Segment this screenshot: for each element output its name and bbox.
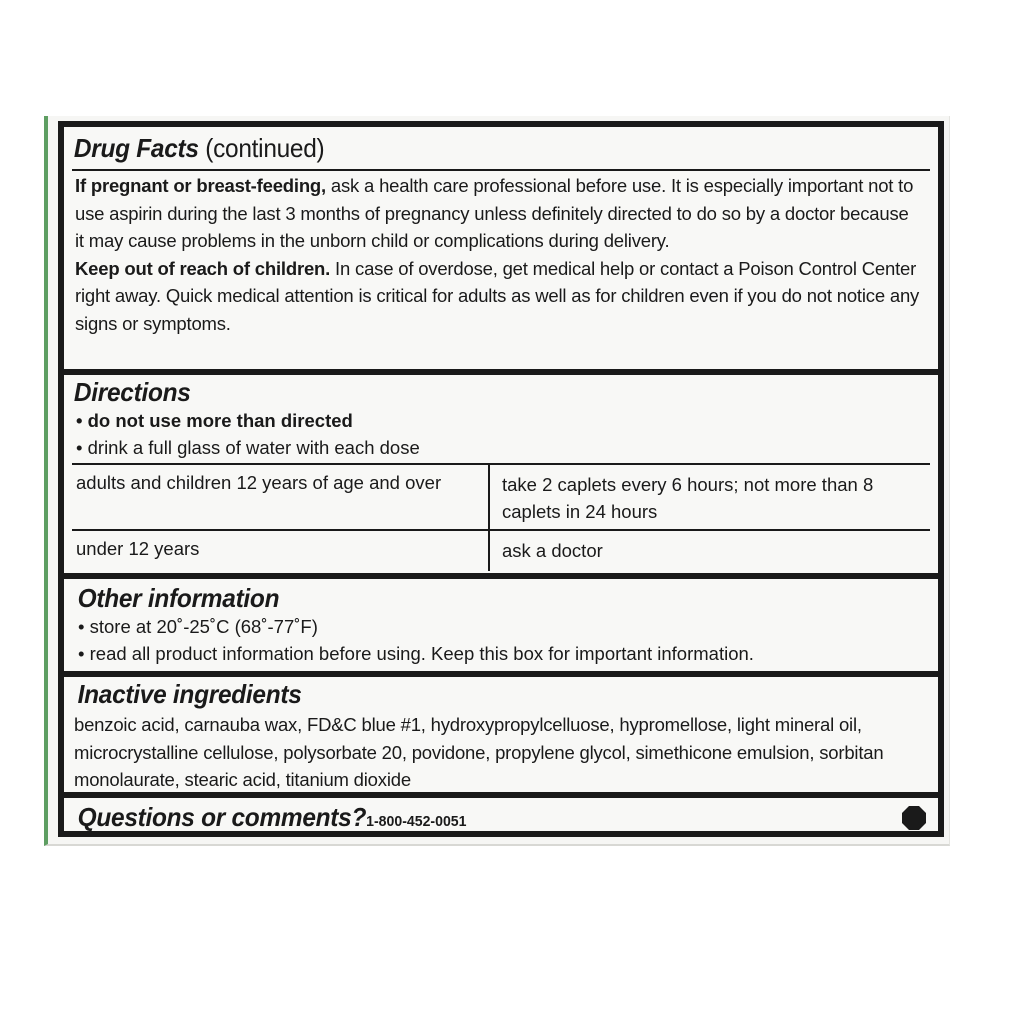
questions-phone: 1-800-452-0051: [366, 813, 467, 830]
keep-out-warning: [72, 255, 930, 338]
pregnant-label: If pregnant or breast-feeding,: [75, 175, 326, 196]
directions-bullet-2: • drink a full glass of water with each dose: [76, 437, 420, 458]
inactive-ingredients-section: [72, 679, 930, 794]
directions-bullet-1: • do not use more than directed: [76, 410, 353, 431]
drug-facts-title-suffix: (continued): [205, 133, 325, 163]
inactive-ingredients-text: benzoic acid, carnauba wax, FD&C blue #1, hydroxypropylcelluose, hypromellose, light mineral oil, microcrystalline cellulose, polysorbate 20, povidone, propylene glycol, simethicone emulsion, sorbitan monolaurate, stearic acid, titanium dioxide: [74, 714, 884, 790]
directions-title: Directions: [73, 377, 191, 407]
pregnant-warning: [72, 171, 930, 255]
drug-facts-heading: [72, 133, 879, 163]
table-cell-dose: take 2 caplets every 6 hours; not more than 8 caplets in 24 hours: [502, 474, 874, 522]
directions-table: [72, 463, 930, 571]
other-information-bullet-2: • read all product information before using. Keep this box for important information.: [78, 643, 754, 664]
drug-facts-title: Drug Facts: [73, 133, 199, 163]
keep-out-label: Keep out of reach of children.: [75, 257, 331, 279]
table-row: [72, 529, 930, 571]
inactive-ingredients-title: Inactive ingredients: [77, 679, 302, 709]
keep-out-text: In case of overdose, get medical help or contact a Poison Control Center right away. Quick medical attention is critical for adults as well as for children even if you do not notice any signs or symptoms.: [75, 257, 920, 334]
drug-facts-section: [72, 133, 930, 337]
section-divider: [64, 792, 938, 798]
questions-section: [72, 799, 930, 835]
other-information-section: [72, 583, 930, 667]
questions-title: Questions or comments?: [77, 802, 367, 832]
other-information-bullet-1: • store at 20˚-25˚C (68˚-77˚F): [78, 616, 318, 637]
drug-facts-label: [58, 121, 944, 837]
section-divider: [64, 573, 938, 579]
section-divider: [64, 369, 938, 375]
other-information-title: Other information: [77, 583, 280, 613]
questions-heading: [72, 799, 879, 840]
octagon-icon: [902, 806, 926, 830]
directions-section: [72, 377, 930, 561]
section-divider: [64, 671, 938, 677]
table-cell-who: under 12 years: [72, 531, 490, 571]
pregnant-text: ask a health care professional before use. It is especially important not to use aspirin during the last 3 months of pregnancy unless definitely directed to do so by a doctor because it may cause problems in the unborn child or complications during delivery.: [75, 175, 914, 251]
table-cell-dose: ask a doctor: [502, 540, 603, 561]
table-row: [72, 465, 930, 529]
table-cell-who: adults and children 12 years of age and over: [72, 465, 490, 529]
